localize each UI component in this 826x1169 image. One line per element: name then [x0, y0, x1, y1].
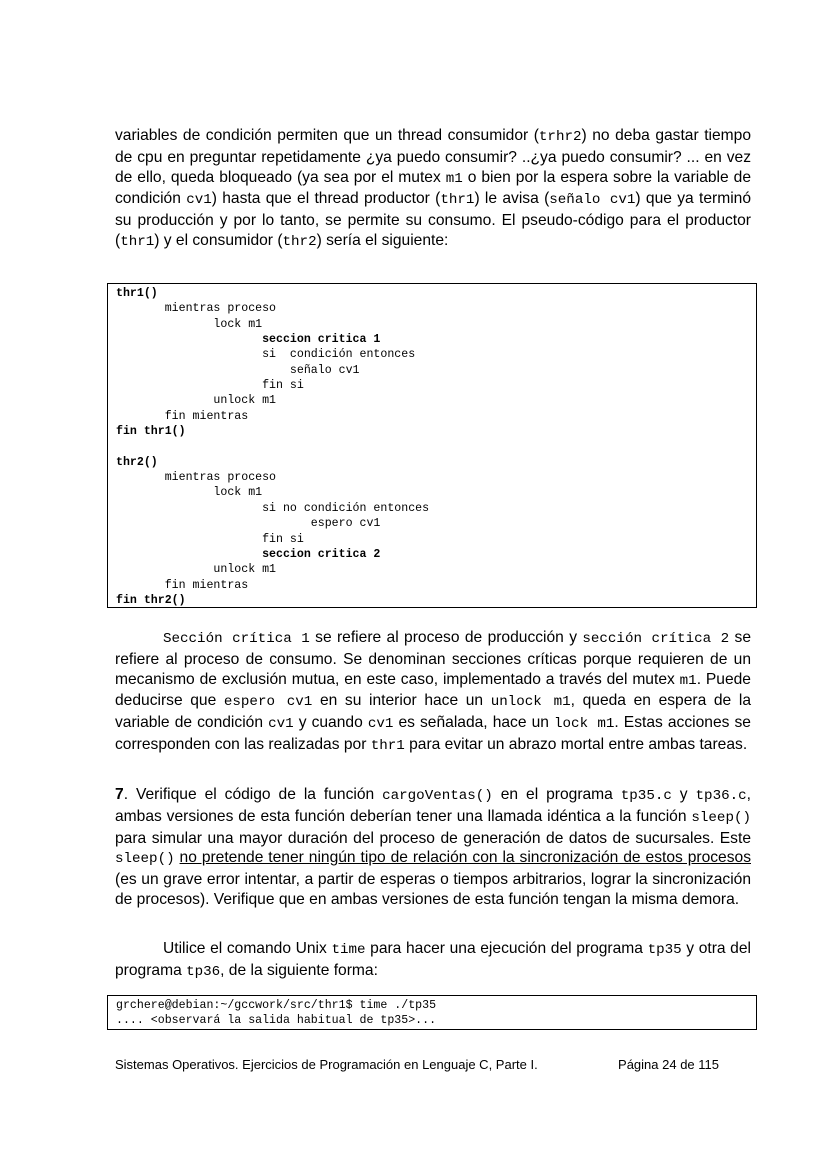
code-inline: cargoVentas(): [382, 788, 493, 804]
code-line: fin mientras: [116, 409, 249, 423]
paragraph-exercise-7: [115, 785, 751, 910]
text-run: para hacer una ejecución del programa: [365, 940, 648, 957]
text-run: (es un grave error intentar, a partir de esperas o tiempos arbitrarios, lograr la sincronización de procesos). Verifique que en ambas versiones de esta función tengan la misma demora.: [115, 871, 751, 908]
code-line: unlock m1: [116, 563, 277, 577]
text-run: ) le avisa (: [474, 190, 550, 208]
text-run: se refiere al proceso de consumo. Se denominan secciones críticas porque requieren de un mecanismo de exclusión mutua, en este caso, implementado a través del mutex: [115, 629, 751, 688]
text-run: y cuando: [293, 714, 368, 732]
code-inline: unlock m1: [490, 694, 571, 711]
code-inline: cv1: [367, 716, 394, 733]
pseudo-code: [116, 286, 756, 608]
text-run: para simular una mayor duración del proceso de generación de datos de sucursales. Este: [115, 829, 751, 847]
pseudo-code-box: [107, 283, 757, 608]
code-inline: trhr2: [538, 129, 582, 145]
text-run: ) no deba gastar tiempo de cpu en preguntar repetidamente ¿ya puedo consumir? ..¿ya puedo consumir? ... en vez de ello, queda bloqueado (ya sea por el mutex: [115, 127, 751, 186]
text-run: en su interior hace un: [312, 692, 491, 710]
code-line: fin mientras: [116, 578, 249, 592]
text-run: se refiere al proceso de producción y: [309, 629, 583, 646]
text-run: . Verifique el código de la función: [123, 786, 383, 803]
code-inline: thr1: [120, 233, 155, 250]
footer-title: Sistemas Operativos. Ejercicios de Programación en Lenguaje C, Parte I.: [115, 1057, 538, 1072]
code-inline: tp35.c: [620, 788, 672, 804]
text-run: o bien por la espera sobre la variable de condición: [115, 168, 751, 208]
code-line: fin thr2(): [116, 593, 186, 607]
code-line: si condición entonces: [116, 348, 416, 362]
code-inline: thr1: [370, 737, 405, 754]
underlined-note: no pretende tener ningún tipo de relación con la sincronización de estos procesos: [179, 849, 751, 867]
code-line: fin si: [116, 379, 304, 393]
text-run: y: [671, 786, 696, 803]
code-line: .... <observará la salida habitual de tp35>...: [116, 1014, 437, 1028]
code-inline: sleep(): [691, 809, 751, 826]
code-inline: thr2: [282, 233, 317, 250]
text-run: , de la siguiente forma:: [220, 961, 378, 979]
code-line: mientras proceso: [116, 302, 277, 316]
code-line: espero cv1: [116, 517, 381, 531]
text-run: Utilice el comando Unix: [163, 940, 332, 957]
code-line: fin thr1(): [116, 425, 186, 439]
code-inline: sección crítica 2: [582, 631, 730, 647]
text-run: ) y el consumidor (: [154, 231, 283, 249]
text-run: y otra del programa: [115, 940, 751, 979]
code-line: lock m1: [116, 317, 263, 331]
code-line: señalo cv1: [116, 363, 360, 377]
code-inline: m1: [679, 672, 697, 689]
exercise-number: 7: [115, 786, 124, 803]
page-footer: [115, 1057, 719, 1073]
code-line: fin si: [116, 532, 304, 546]
text-run: . Puede deducirse que: [115, 670, 751, 710]
code-line: seccion critica 1: [116, 333, 381, 347]
terminal-box: [107, 995, 757, 1030]
paragraph-condition-variables: [115, 126, 751, 253]
code-inline: thr1: [440, 192, 475, 209]
code-line: grchere@debian:~/gccwork/src/thr1$ time ./tp35: [116, 999, 437, 1012]
code-inline: time: [331, 942, 366, 958]
code-inline: tp36.c: [695, 788, 747, 804]
code-inline: m1: [445, 170, 463, 187]
code-line: unlock m1: [116, 394, 277, 408]
code-line: lock m1: [116, 486, 263, 500]
terminal-output: [116, 998, 756, 1029]
paragraph-time-command: [115, 939, 751, 983]
code-inline: cv1: [186, 192, 212, 209]
code-inline: cv1: [268, 716, 294, 733]
code-inline: tp36: [186, 963, 221, 980]
code-line: [116, 439, 756, 454]
code-line: seccion critica 2: [116, 547, 381, 561]
text-run: ) que ya terminó su producción y por lo tanto, se permite su consumo. El pseudo-código para el productor (: [115, 190, 751, 249]
code-line: thr2(): [116, 455, 158, 469]
text-run: , ambas versiones de esta función deberían tener una llamada idéntica a la función: [115, 786, 751, 825]
text-run: . Estas acciones se corresponden con las realizadas por: [115, 714, 751, 753]
page-number: Página 24 de 115: [618, 1057, 719, 1072]
text-run: para evitar un abrazo mortal entre ambas tareas.: [404, 735, 748, 753]
code-inline: espero cv1: [223, 694, 313, 711]
text-run: ) sería el siguiente:: [316, 231, 449, 249]
text-run: , queda en espera de la variable de condición: [115, 692, 751, 732]
code-line: si no condición entonces: [116, 501, 430, 515]
paragraph-critical-sections: [115, 628, 751, 757]
code-inline: tp35: [647, 942, 682, 958]
code-inline: sleep(): [115, 851, 175, 868]
code-inline: Sección crítica 1: [163, 631, 310, 647]
code-line: thr1(): [116, 287, 158, 300]
code-line: mientras proceso: [116, 471, 277, 485]
code-inline: lock m1: [554, 716, 615, 733]
text-run: ) hasta que el thread productor (: [211, 190, 441, 208]
code-inline: señalo cv1: [549, 192, 636, 209]
text-run: es señalada, hace un: [393, 714, 555, 732]
text-run: en el programa: [492, 786, 621, 803]
text-run: variables de condición permiten que un thread consumidor (: [115, 127, 539, 144]
